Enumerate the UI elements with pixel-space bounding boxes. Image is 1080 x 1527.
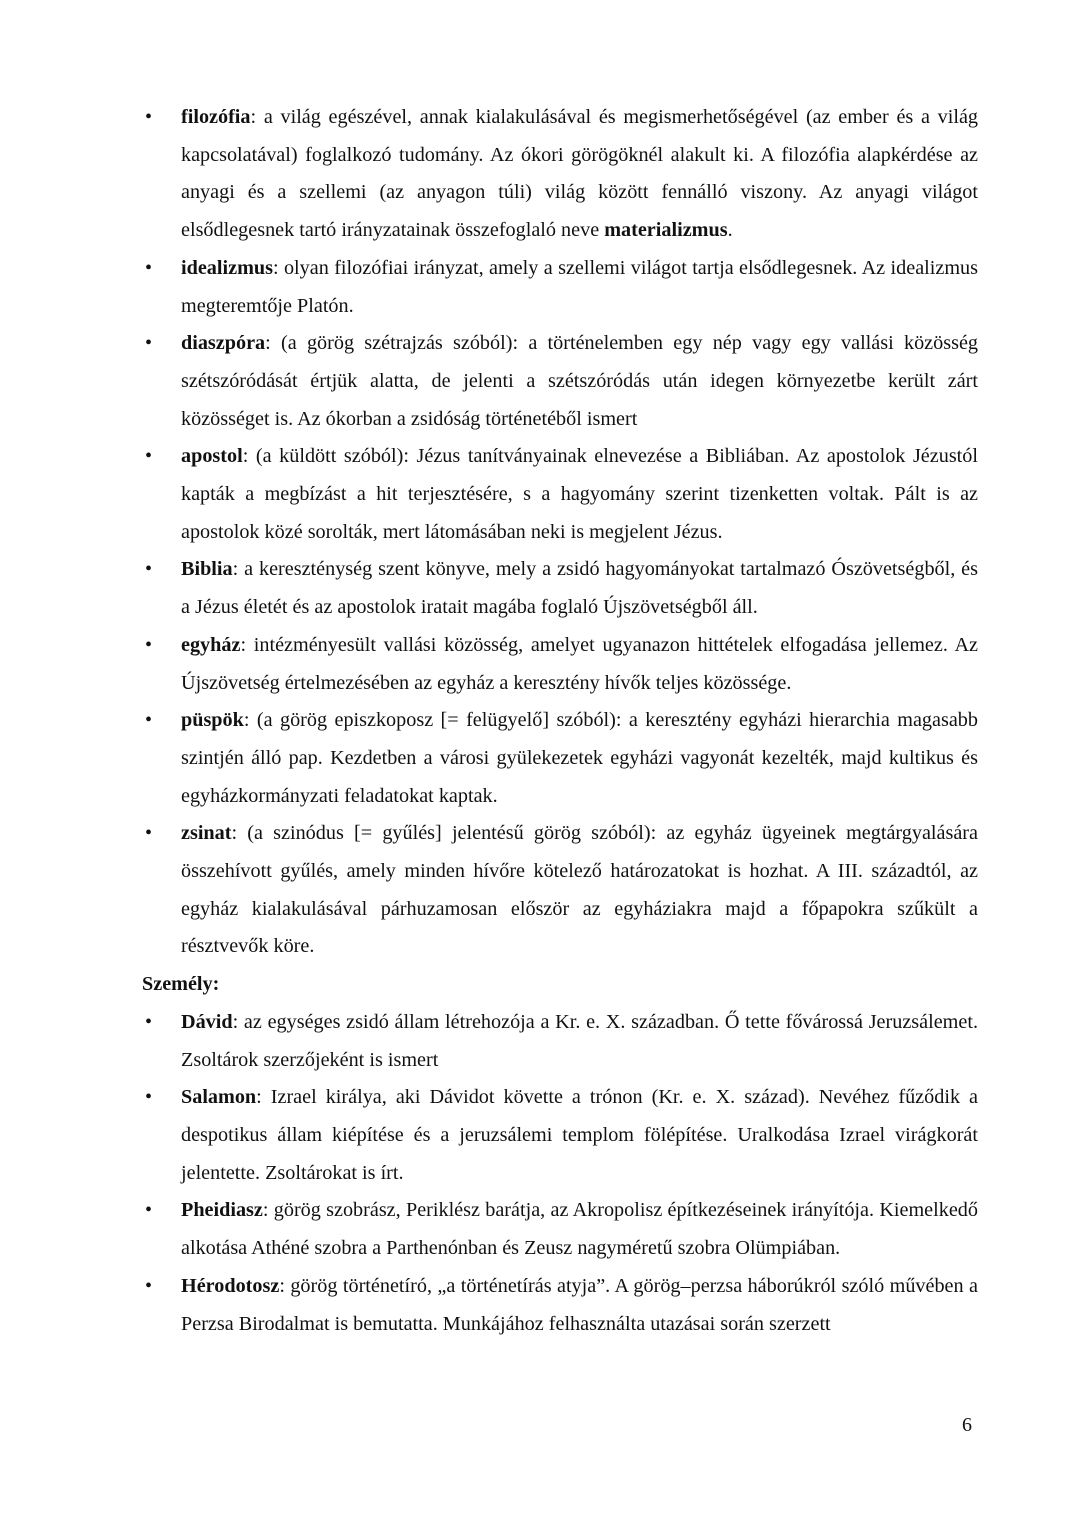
- list-item-herodotosz: [142, 1268, 978, 1343]
- list-item-david: [142, 1004, 978, 1079]
- person-name: Pheidiasz: [181, 1199, 263, 1222]
- bullet-icon: •: [145, 256, 153, 279]
- term-definition: : olyan filozófiai irányzat, amely a szellemi világot tartja elsődlegesnek. Az idealizmus megteremtője Platón.: [181, 256, 978, 317]
- person-name: Salamon: [181, 1086, 257, 1109]
- list-item-puspok: [142, 702, 978, 815]
- term-definition: : a kereszténység szent könyve, mely a zsidó hagyományokat tartalmazó Ószövetségből, és a Jézus életét és az apostolok iratait magába foglaló Újszövetségből áll.: [181, 558, 978, 619]
- term-label: püspök: [181, 709, 244, 732]
- bullet-icon: •: [145, 1086, 153, 1109]
- term-definition: : (a görög szétrajzás szóból): a történelemben egy nép vagy egy vallási közösség szétszóródását értjük alatta, de jelenti a szétszóródás után idegen környezetbe került zárt közösséget is. Az ókorban a zsidóság történetéből ismert: [181, 332, 978, 430]
- term-definition: : intézményesült vallási közösség, amelyet ugyanazon hittételek elfogadása jellemez. Az Újszövetség értelmezésében az egyház a keresztény hívők teljes közössége.: [181, 633, 978, 694]
- list-item-apostol: [142, 438, 978, 551]
- term-definition: : a világ egészével, annak kialakulásával és megismerhetőségével (az ember és a világ kapcsolatával) foglalkozó tudomány. Az ókori görögöknél alakult ki. A filozófia alapkérdése az anyagi és a szellemi (az anyagon túli) világ között fennálló viszony. Az anyagi világot elsődlegesnek tartó irányzatainak összefoglaló neve: [181, 106, 978, 242]
- term-label: idealizmus: [181, 256, 273, 279]
- bullet-icon: •: [145, 1199, 153, 1222]
- bullet-icon: •: [145, 445, 153, 468]
- term-definition-end: .: [727, 219, 733, 242]
- page-content: [142, 99, 978, 1343]
- bullet-icon: •: [145, 1274, 153, 1297]
- person-description: : az egységes zsidó állam létrehozója a Kr. e. X. században. Ő tette fővárossá Jeruzsálemet. Zsoltárok szerzőjeként is ismert: [181, 1010, 978, 1071]
- person-name: Dávid: [181, 1010, 233, 1033]
- term-definition: : (a görög episzkoposz [= felügyelő] szóból): a keresztény egyházi hierarchia magasabb szintjén álló pap. Kezdetben a városi gyülekezetek egyházi vagyonát kezelték, majd kultikus és egyházkormányzati feladatokat kaptak.: [181, 709, 978, 807]
- persons-list: [142, 1004, 978, 1343]
- term-definition: : (a küldött szóból): Jézus tanítványainak elnevezése a Bibliában. Az apostolok Jézustól kapták a megbízást a hit terjesztésére, s a hagyomány szerint tizenketten voltak. Pált is az apostolok közé sorolták, mert látomásában neki is megjelent Jézus.: [181, 445, 978, 543]
- person-description: : görög történetíró, „a történetírás atyja”. A görög–perzsa háborúkról szóló művében a Perzsa Birodalmat is bemutatta. Munkájához felhasználta utazásai során szerzett: [181, 1274, 978, 1335]
- list-item-diaszpora: [142, 325, 978, 438]
- bullet-icon: •: [145, 822, 153, 845]
- term-label: apostol: [181, 445, 243, 468]
- bullet-icon: •: [145, 633, 153, 656]
- bullet-icon: •: [145, 332, 153, 355]
- page-number: 6: [962, 1414, 972, 1436]
- person-description: : Izrael királya, aki Dávidot követte a trónon (Kr. e. X. század). Nevéhez fűződik a despotikus állam kiépítése és a jeruzsálemi templom fölépítése. Uralkodása Izrael virágkorát jelentette. Zsoltárokat is írt.: [181, 1086, 978, 1184]
- bullet-icon: •: [145, 106, 153, 128]
- terms-list: [142, 99, 978, 966]
- term-label: zsinat: [181, 822, 232, 845]
- list-item-salamon: [142, 1079, 978, 1192]
- term-definition: : (a szinódus [= gyűlés] jelentésű görög szóból): az egyház ügyeinek megtárgyalására összehívott gyűlés, amely minden hívőre kötelező határozatokat is hozhat. A III. századtól, az egyház kialakulásával párhuzamosan először az egyháziakra majd a főpapokra szűkült a résztvevők köre.: [181, 822, 978, 958]
- person-name: Hérodotosz: [181, 1274, 280, 1297]
- persons-heading: Személy:: [142, 973, 220, 996]
- term-label: egyház: [181, 633, 241, 656]
- list-item-filozofia: [142, 99, 978, 250]
- term-label: filozófia: [181, 106, 251, 128]
- bullet-icon: •: [145, 709, 153, 732]
- list-item-pheidiasz: [142, 1192, 978, 1267]
- term-emphasis: materializmus: [604, 219, 728, 242]
- list-item-egyhaz: [142, 627, 978, 702]
- list-item-biblia: [142, 551, 978, 626]
- person-description: : görög szobrász, Periklész barátja, az Akropolisz építkezéseinek irányítója. Kiemelkedő alkotása Athéné szobra a Parthenónban és Zeusz nagyméretű szobra Olümpiában.: [181, 1199, 978, 1260]
- term-label: Biblia: [181, 558, 233, 581]
- bullet-icon: •: [145, 558, 153, 581]
- list-item-idealizmus: [142, 250, 978, 325]
- term-label: diaszpóra: [181, 332, 266, 355]
- bullet-icon: •: [145, 1010, 153, 1033]
- list-item-zsinat: [142, 815, 978, 966]
